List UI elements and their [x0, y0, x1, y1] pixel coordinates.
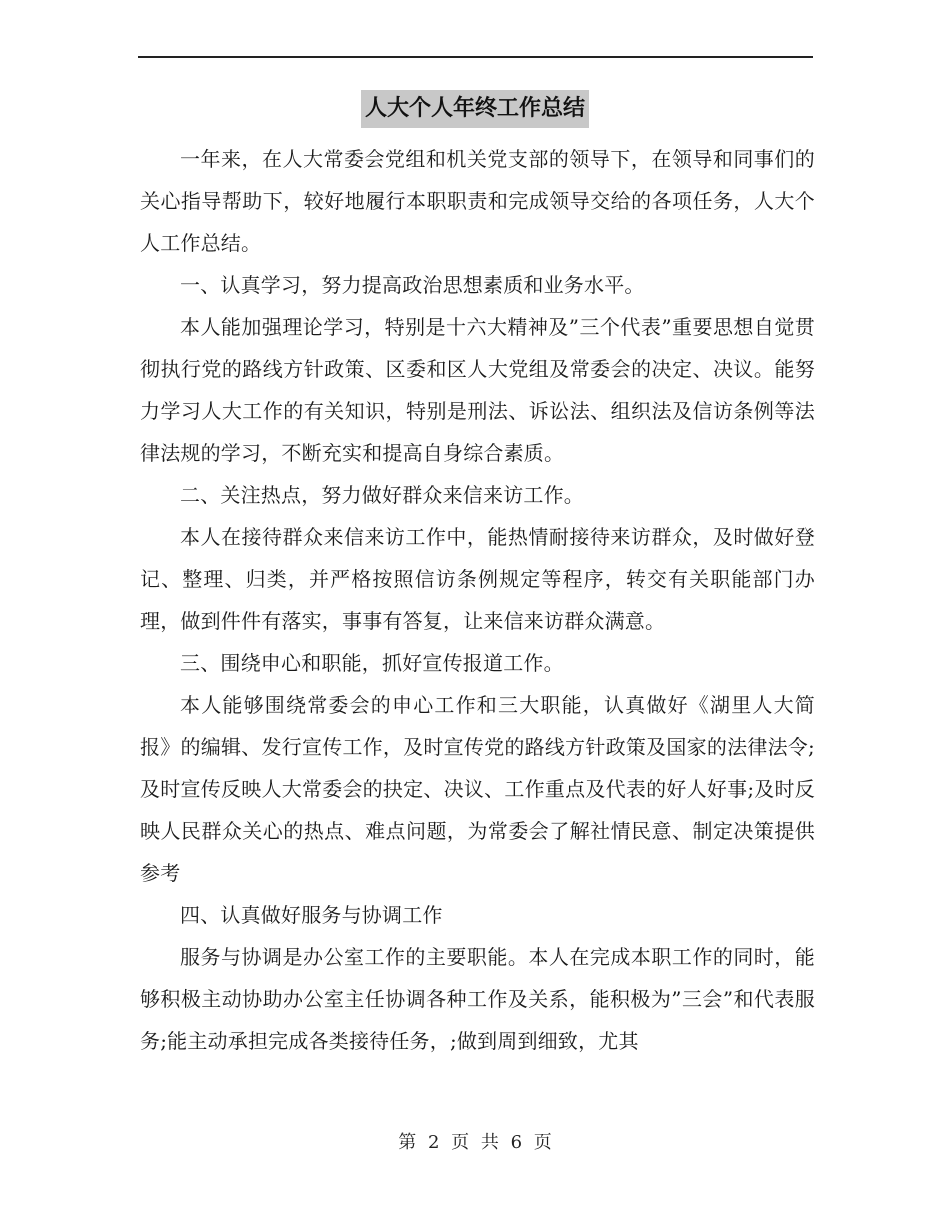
- title-container: [0, 90, 950, 128]
- heading-section-4: 四、认真做好服务与协调工作: [180, 903, 443, 927]
- header-rule: [138, 56, 813, 58]
- document-body: [140, 138, 815, 1062]
- heading-section-2: 二、关注热点，努力做好群众来信来访工作。: [180, 483, 584, 507]
- heading-section-1: 一、认真学习，努力提高政治思想素质和业务水平。: [180, 273, 645, 297]
- heading-section-3: 三、围绕申心和职能，抓好宣传报道工作。: [180, 651, 564, 675]
- paragraph-section-4: 服务与协调是办公室工作的主要职能。本人在完成本职工作的同时，能够积极主动协助办公室主任协调各种工作及关系，能积极为”三会”和代表服务;能主动承担完成各类接待任务，;做到周到细致，尤其: [140, 945, 815, 1053]
- document-title: 人大个人年终工作总结: [361, 90, 589, 128]
- paragraph-intro: 一年来，在人大常委会党组和机关党支部的领导下，在领导和同事们的关心指导帮助下，较好地履行本职职责和完成领导交给的各项任务，人大个人工作总结。: [140, 147, 815, 255]
- paragraph-section-1: 本人能加强理论学习，特别是十六大精神及”三个代表”重要思想自觉贯彻执行党的路线方针政策、区委和区人大党组及常委会的决定、决议。能努力学习人大工作的有关知识，特别是刑法、诉讼法、组织法及信访条例等法律法规的学习，不断充实和提高自身综合素质。: [140, 315, 815, 465]
- paragraph-section-2: 本人在接待群众来信来访工作中，能热情耐接待来访群众，及时做好登记、整理、归类，并严格按照信访条例规定等程序，转交有关职能部门办理，做到件件有落实，事事有答复，让来信来访群众满意。: [140, 525, 815, 633]
- paragraph-section-3: 本人能够围绕常委会的申心工作和三大职能，认真做好《湖里人大简报》的编辑、发行宣传工作，及时宣传党的路线方针政策及国家的法律法令;及时宣传反映人大常委会的抉定、决议、工作重点及代表的好人好事;及时反映人民群众关心的热点、难点问题，为常委会了解社情民意、制定决策提供参考: [140, 693, 815, 885]
- page-number: 第 2 页 共 6 页: [398, 1132, 552, 1153]
